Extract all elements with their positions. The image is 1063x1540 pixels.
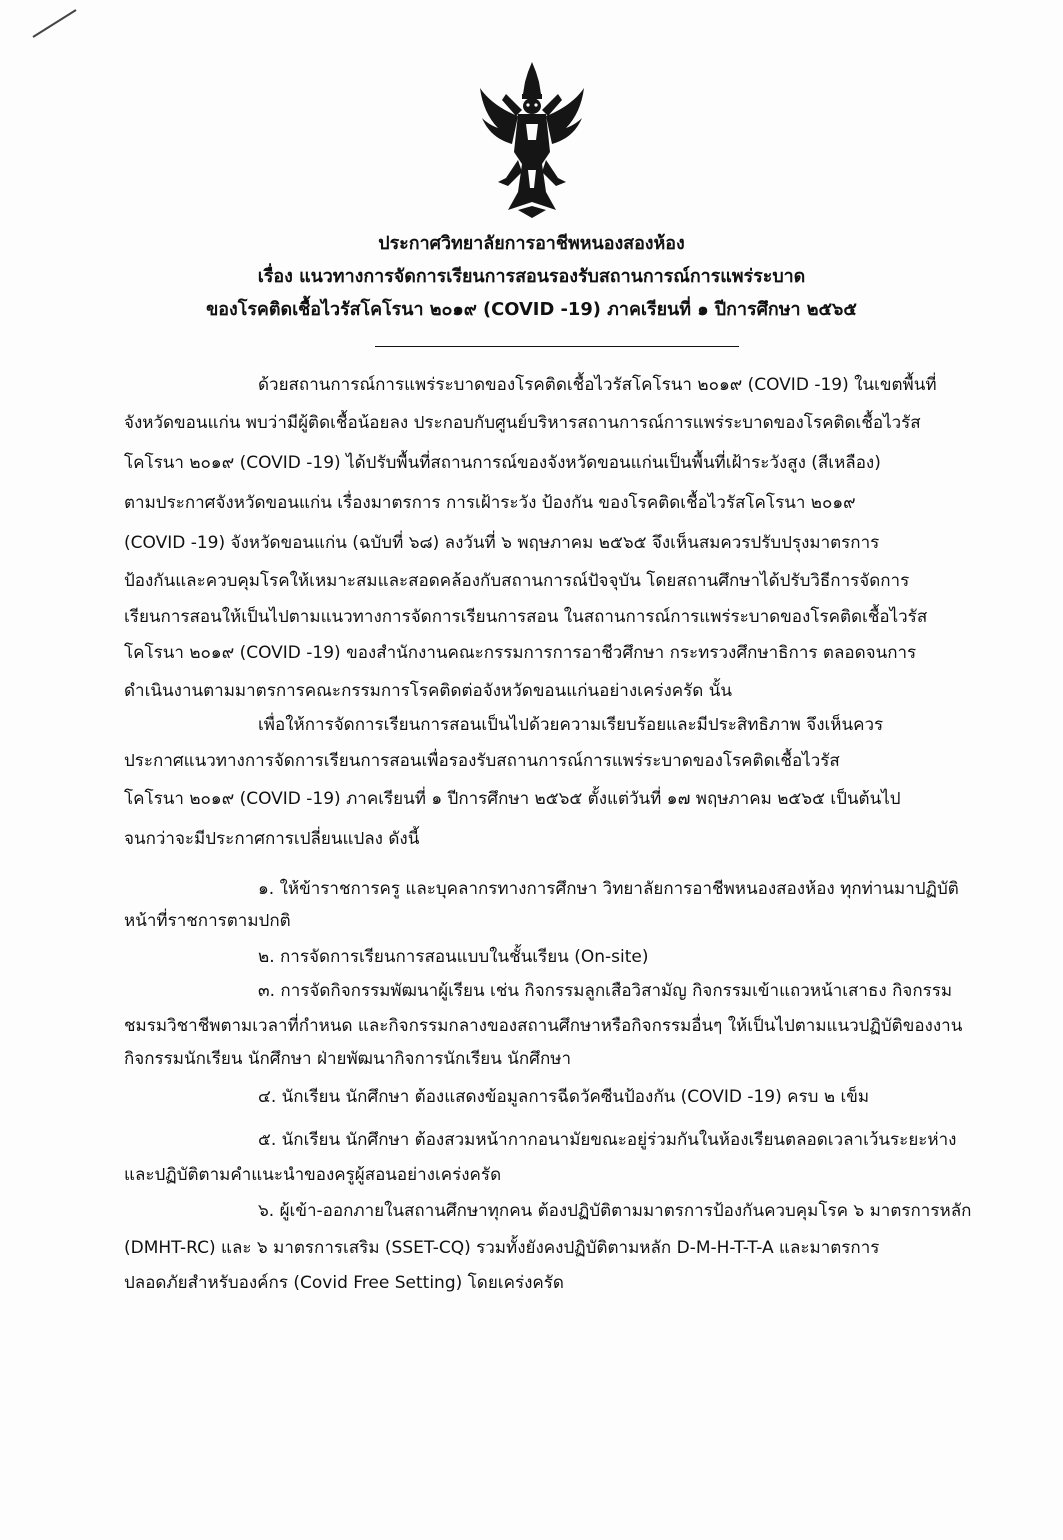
paragraph-line: จังหวัดขอนแก่น พบว่ามีผู้ติดเชื้อน้อยลง ประกอบกับศูนย์บริหารสถานการณ์การแพร่ระบาดของโรคติดเชื้อไวรัส	[124, 413, 921, 433]
paragraph-line: ดำเนินงานตามมาตรการคณะกรรมการโรคติดต่อจังหวัดขอนแก่นอย่างเคร่งครัด นั้น	[124, 681, 732, 701]
paragraph-line: ตามประกาศจังหวัดขอนแก่น เรื่องมาตรการ การเฝ้าระวัง ป้องกัน ของโรคติดเชื้อไวรัสโคโรนา ๒๐๑๙	[124, 493, 856, 513]
paragraph-line: โคโรนา ๒๐๑๙ (COVID -19) ของสำนักงานคณะกรรมการการอาชีวศึกษา กระทรวงศึกษาธิการ ตลอดจนการ	[124, 643, 917, 663]
paragraph-line: ป้องกันและควบคุมโรคให้เหมาะสมและสอดคล้องกับสถานการณ์ปัจจุบัน โดยสถานศึกษาได้ปรับวิธีการจัดการ	[124, 571, 910, 591]
title-divider	[375, 346, 739, 347]
garuda-emblem-icon	[478, 60, 586, 220]
paragraph-line: (COVID -19) จังหวัดขอนแก่น (ฉบับที่ ๖๘) ลงวันที่ ๖ พฤษภาคม ๒๕๖๕ จึงเห็นสมควรปรับปรุงมาตรการ	[124, 533, 880, 553]
document-subject: เรื่อง แนวทางการจัดการเรียนการสอนรองรับสถานการณ์การแพร่ระบาด	[257, 266, 806, 287]
paragraph-line: โคโรนา ๒๐๑๙ (COVID -19) ภาคเรียนที่ ๑ ปีการศึกษา ๒๕๖๕ ตั้งแต่วันที่ ๑๗ พฤษภาคม ๒๕๖๕ เป็นต้นไป	[124, 789, 901, 809]
list-item-cont: (DMHT-RC) และ ๖ มาตรการเสริม (SSET-CQ) รวมทั้งยังคงปฏิบัติตามหลัก D-M-H-T-T-A และมาตรการ	[124, 1238, 880, 1258]
list-item: ๒. การจัดการเรียนการสอนแบบในชั้นเรียน (On-site)	[258, 947, 649, 967]
pen-stroke-mark	[30, 6, 80, 40]
paragraph-line: ประกาศแนวทางการจัดการเรียนการสอนเพื่อรองรับสถานการณ์การแพร่ระบาดของโรคติดเชื้อไวรัส	[124, 751, 840, 771]
list-item: ๓. การจัดกิจกรรมพัฒนาผู้เรียน เช่น กิจกรรมลูกเสือวิสามัญ กิจกรรมเข้าแถวหน้าเสาธง กิจกรรม	[258, 981, 953, 1001]
list-item-cont: หน้าที่ราชการตามปกติ	[124, 911, 291, 931]
document-title: ประกาศวิทยาลัยการอาชีพหนองสองห้อง	[378, 233, 685, 254]
paragraph-line: ด้วยสถานการณ์การแพร่ระบาดของโรคติดเชื้อไวรัสโคโรนา ๒๐๑๙ (COVID -19) ในเขตพื้นที่	[258, 375, 937, 395]
list-item-cont: ปลอดภัยสำหรับองค์กร (Covid Free Setting) โดยเคร่งครัด	[124, 1273, 564, 1293]
list-item-cont: ชมรมวิชาชีพตามเวลาที่กำหนด และกิจกรรมกลางของสถานศึกษาหรือกิจกรรมอื่นๆ ให้เป็นไปตามแนวปฏิบัติของงาน	[124, 1016, 963, 1036]
list-item: ๖. ผู้เข้า-ออกภายในสถานศึกษาทุกคน ต้องปฏิบัติตามมาตรการป้องกันควบคุมโรค ๖ มาตรการหลัก	[258, 1201, 972, 1221]
paragraph-line: โคโรนา ๒๐๑๙ (COVID -19) ได้ปรับพื้นที่สถานการณ์ของจังหวัดขอนแก่นเป็นพื้นที่เฝ้าระวังสูง (สีเหลือง)	[124, 453, 881, 473]
list-item: ๑. ให้ข้าราชการครู และบุคลากรทางการศึกษา วิทยาลัยการอาชีพหนองสองห้อง ทุกท่านมาปฏิบัติ	[258, 879, 959, 899]
list-item-cont: กิจกรรมนักเรียน นักศึกษา ฝ่ายพัฒนากิจการนักเรียน นักศึกษา	[124, 1049, 572, 1069]
list-item-cont: และปฏิบัติตามคำแนะนำของครูผู้สอนอย่างเคร่งครัด	[124, 1165, 502, 1185]
paragraph-line: เพื่อให้การจัดการเรียนการสอนเป็นไปด้วยความเรียบร้อยและมีประสิทธิภาพ จึงเห็นควร	[258, 715, 884, 735]
paragraph-line: เรียนการสอนให้เป็นไปตามแนวทางการจัดการเรียนการสอน ในสถานการณ์การแพร่ระบาดของโรคติดเชื้อไวรัส	[124, 607, 928, 627]
list-item: ๔. นักเรียน นักศึกษา ต้องแสดงข้อมูลการฉีดวัคซีนป้องกัน (COVID -19) ครบ ๒ เข็ม	[258, 1087, 870, 1107]
paragraph-line: จนกว่าจะมีประกาศการเปลี่ยนแปลง ดังนี้	[124, 829, 420, 849]
document-subject-cont: ของโรคติดเชื้อไวรัสโคโรนา ๒๐๑๙ (COVID -19) ภาคเรียนที่ ๑ ปีการศึกษา ๒๕๖๕	[206, 299, 857, 320]
list-item: ๕. นักเรียน นักศึกษา ต้องสวมหน้ากากอนามัยขณะอยู่ร่วมกันในห้องเรียนตลอดเวลาเว้นระยะห่าง	[258, 1130, 957, 1150]
